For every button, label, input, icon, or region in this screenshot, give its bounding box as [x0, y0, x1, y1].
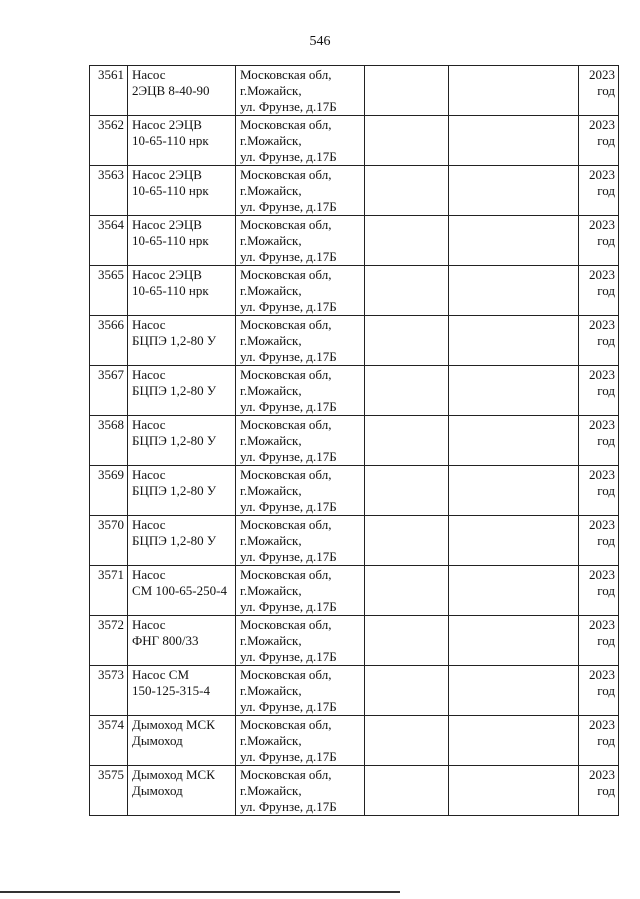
address-line: Московская обл,: [240, 167, 332, 182]
year-cell: [579, 416, 619, 466]
empty-cell: [365, 366, 449, 416]
address-line: Московская обл,: [240, 567, 332, 582]
item-name-cell: [128, 716, 236, 766]
empty-cell: [365, 416, 449, 466]
empty-cell: [365, 466, 449, 516]
bottom-rule: [0, 891, 400, 893]
empty-cell: [365, 266, 449, 316]
item-name-line: Насос: [132, 367, 166, 382]
year-line: год: [597, 733, 615, 748]
item-name-cell: [128, 116, 236, 166]
empty-cell: [365, 216, 449, 266]
row-number: 3575: [90, 766, 128, 816]
item-name-line: Насос СМ: [132, 667, 190, 682]
empty-cell: [449, 766, 579, 816]
item-name-line: Насос 2ЭЦВ: [132, 267, 202, 282]
page-number: 546: [309, 34, 331, 49]
address-line: Московская обл,: [240, 417, 332, 432]
address-line: г.Можайск,: [240, 233, 302, 248]
address-cell: [236, 166, 365, 216]
year-line: год: [597, 333, 615, 348]
year-line: 2023: [589, 417, 615, 432]
item-name-line: 10-65-110 нрк: [132, 283, 209, 298]
empty-cell: [365, 566, 449, 616]
year-line: 2023: [589, 567, 615, 582]
year-cell: [579, 716, 619, 766]
address-line: Московская обл,: [240, 117, 332, 132]
year-line: 2023: [589, 517, 615, 532]
address-line: г.Можайск,: [240, 133, 302, 148]
item-name-line: ФНГ 800/33: [132, 633, 199, 648]
row-number: 3569: [90, 466, 128, 516]
empty-cell: [449, 716, 579, 766]
address-line: г.Можайск,: [240, 283, 302, 298]
address-line: Московская обл,: [240, 717, 332, 732]
empty-cell: [449, 166, 579, 216]
year-line: год: [597, 483, 615, 498]
item-name-line: 150-125-315-4: [132, 683, 210, 698]
item-name-line: СМ 100-65-250-4: [132, 583, 227, 598]
empty-cell: [449, 566, 579, 616]
address-line: Московская обл,: [240, 767, 332, 782]
address-line: Московская обл,: [240, 367, 332, 382]
year-cell: [579, 216, 619, 266]
item-name-cell: [128, 266, 236, 316]
address-cell: [236, 216, 365, 266]
address-cell: [236, 466, 365, 516]
row-number: 3566: [90, 316, 128, 366]
year-line: год: [597, 83, 615, 98]
address-line: ул. Фрунзе, д.17Б: [240, 549, 337, 564]
item-name-line: Насос: [132, 517, 166, 532]
table-row: [90, 466, 619, 516]
year-line: год: [597, 433, 615, 448]
year-line: 2023: [589, 767, 615, 782]
address-cell: [236, 316, 365, 366]
empty-cell: [449, 66, 579, 116]
empty-cell: [365, 166, 449, 216]
item-name-cell: [128, 366, 236, 416]
address-cell: [236, 416, 365, 466]
empty-cell: [449, 216, 579, 266]
empty-cell: [449, 666, 579, 716]
address-line: ул. Фрунзе, д.17Б: [240, 599, 337, 614]
year-line: год: [597, 133, 615, 148]
year-cell: [579, 516, 619, 566]
year-line: 2023: [589, 117, 615, 132]
table-row: [90, 116, 619, 166]
item-name-line: Дымоход: [132, 783, 183, 798]
empty-cell: [449, 116, 579, 166]
empty-cell: [365, 316, 449, 366]
address-cell: [236, 516, 365, 566]
address-line: ул. Фрунзе, д.17Б: [240, 649, 337, 664]
address-line: Московская обл,: [240, 667, 332, 682]
row-number: 3571: [90, 566, 128, 616]
year-cell: [579, 66, 619, 116]
empty-cell: [365, 616, 449, 666]
year-line: год: [597, 233, 615, 248]
address-cell: [236, 116, 365, 166]
item-name-cell: [128, 66, 236, 116]
empty-cell: [365, 516, 449, 566]
item-name-line: Дымоход МСК: [132, 717, 215, 732]
item-name-line: БЦПЭ 1,2-80 У: [132, 333, 217, 348]
item-name-cell: [128, 466, 236, 516]
empty-cell: [449, 466, 579, 516]
address-line: ул. Фрунзе, д.17Б: [240, 449, 337, 464]
row-number: 3572: [90, 616, 128, 666]
item-name-line: 10-65-110 нрк: [132, 183, 209, 198]
address-line: Московская обл,: [240, 317, 332, 332]
item-name-line: Насос: [132, 417, 166, 432]
address-cell: [236, 566, 365, 616]
address-line: г.Можайск,: [240, 433, 302, 448]
inventory-table: [89, 65, 619, 816]
item-name-line: Насос 2ЭЦВ: [132, 167, 202, 182]
year-line: год: [597, 633, 615, 648]
address-cell: [236, 716, 365, 766]
address-line: ул. Фрунзе, д.17Б: [240, 799, 337, 814]
year-cell: [579, 116, 619, 166]
address-line: ул. Фрунзе, д.17Б: [240, 99, 337, 114]
empty-cell: [449, 316, 579, 366]
row-number: 3567: [90, 366, 128, 416]
empty-cell: [449, 266, 579, 316]
address-cell: [236, 366, 365, 416]
address-line: ул. Фрунзе, д.17Б: [240, 299, 337, 314]
table-row: [90, 516, 619, 566]
empty-cell: [449, 366, 579, 416]
empty-cell: [365, 716, 449, 766]
year-cell: [579, 316, 619, 366]
table-row: [90, 566, 619, 616]
item-name-line: Насос: [132, 67, 166, 82]
item-name-line: 10-65-110 нрк: [132, 133, 209, 148]
address-line: г.Можайск,: [240, 383, 302, 398]
year-line: 2023: [589, 617, 615, 632]
year-line: 2023: [589, 267, 615, 282]
address-line: ул. Фрунзе, д.17Б: [240, 699, 337, 714]
table-row: [90, 716, 619, 766]
row-number: 3565: [90, 266, 128, 316]
empty-cell: [449, 516, 579, 566]
item-name-line: 2ЭЦВ 8-40-90: [132, 83, 210, 98]
year-line: 2023: [589, 367, 615, 382]
year-line: год: [597, 683, 615, 698]
item-name-line: Насос: [132, 467, 166, 482]
item-name-cell: [128, 516, 236, 566]
table-row: [90, 766, 619, 816]
item-name-line: 10-65-110 нрк: [132, 233, 209, 248]
year-line: 2023: [589, 317, 615, 332]
year-cell: [579, 616, 619, 666]
address-line: г.Можайск,: [240, 83, 302, 98]
item-name-cell: [128, 766, 236, 816]
address-line: г.Можайск,: [240, 633, 302, 648]
table-row: [90, 166, 619, 216]
row-number: 3573: [90, 666, 128, 716]
item-name-line: БЦПЭ 1,2-80 У: [132, 383, 217, 398]
year-line: 2023: [589, 717, 615, 732]
address-line: г.Можайск,: [240, 483, 302, 498]
address-line: Московская обл,: [240, 517, 332, 532]
address-line: г.Можайск,: [240, 533, 302, 548]
address-line: ул. Фрунзе, д.17Б: [240, 399, 337, 414]
address-line: ул. Фрунзе, д.17Б: [240, 749, 337, 764]
address-line: г.Можайск,: [240, 733, 302, 748]
item-name-cell: [128, 416, 236, 466]
year-line: год: [597, 383, 615, 398]
year-line: 2023: [589, 467, 615, 482]
item-name-cell: [128, 166, 236, 216]
year-cell: [579, 266, 619, 316]
year-line: год: [597, 783, 615, 798]
table-body: [90, 66, 619, 816]
address-cell: [236, 616, 365, 666]
item-name-line: Насос: [132, 567, 166, 582]
year-line: 2023: [589, 67, 615, 82]
address-line: ул. Фрунзе, д.17Б: [240, 199, 337, 214]
address-line: г.Можайск,: [240, 683, 302, 698]
item-name-line: Насос: [132, 617, 166, 632]
empty-cell: [365, 116, 449, 166]
item-name-line: Дымоход: [132, 733, 183, 748]
year-cell: [579, 666, 619, 716]
address-line: Московская обл,: [240, 267, 332, 282]
address-cell: [236, 66, 365, 116]
address-line: Московская обл,: [240, 467, 332, 482]
address-line: г.Можайск,: [240, 583, 302, 598]
item-name-cell: [128, 316, 236, 366]
year-cell: [579, 466, 619, 516]
item-name-line: Дымоход МСК: [132, 767, 215, 782]
row-number: 3570: [90, 516, 128, 566]
item-name-line: БЦПЭ 1,2-80 У: [132, 533, 217, 548]
address-line: Московская обл,: [240, 217, 332, 232]
address-line: г.Можайск,: [240, 333, 302, 348]
table-row: [90, 416, 619, 466]
item-name-line: Насос 2ЭЦВ: [132, 117, 202, 132]
address-line: ул. Фрунзе, д.17Б: [240, 499, 337, 514]
empty-cell: [365, 766, 449, 816]
address-line: г.Можайск,: [240, 183, 302, 198]
year-cell: [579, 366, 619, 416]
year-line: год: [597, 283, 615, 298]
year-line: год: [597, 183, 615, 198]
table-row: [90, 316, 619, 366]
row-number: 3574: [90, 716, 128, 766]
empty-cell: [365, 66, 449, 116]
table-row: [90, 366, 619, 416]
empty-cell: [365, 666, 449, 716]
item-name-cell: [128, 216, 236, 266]
row-number: 3564: [90, 216, 128, 266]
empty-cell: [449, 416, 579, 466]
item-name-cell: [128, 666, 236, 716]
year-line: 2023: [589, 667, 615, 682]
table-row: [90, 666, 619, 716]
table-row: [90, 616, 619, 666]
address-cell: [236, 266, 365, 316]
address-line: Московская обл,: [240, 617, 332, 632]
row-number: 3561: [90, 66, 128, 116]
address-cell: [236, 766, 365, 816]
year-cell: [579, 566, 619, 616]
empty-cell: [449, 616, 579, 666]
year-line: 2023: [589, 167, 615, 182]
address-line: ул. Фрунзе, д.17Б: [240, 349, 337, 364]
item-name-cell: [128, 616, 236, 666]
address-cell: [236, 666, 365, 716]
item-name-line: Насос 2ЭЦВ: [132, 217, 202, 232]
table-row: [90, 266, 619, 316]
address-line: ул. Фрунзе, д.17Б: [240, 149, 337, 164]
row-number: 3563: [90, 166, 128, 216]
address-line: Московская обл,: [240, 67, 332, 82]
item-name-line: БЦПЭ 1,2-80 У: [132, 483, 217, 498]
item-name-line: Насос: [132, 317, 166, 332]
year-cell: [579, 166, 619, 216]
table-row: [90, 216, 619, 266]
year-cell: [579, 766, 619, 816]
row-number: 3568: [90, 416, 128, 466]
item-name-line: БЦПЭ 1,2-80 У: [132, 433, 217, 448]
year-line: 2023: [589, 217, 615, 232]
address-line: г.Можайск,: [240, 783, 302, 798]
table-row: [90, 66, 619, 116]
row-number: 3562: [90, 116, 128, 166]
year-line: год: [597, 583, 615, 598]
address-line: ул. Фрунзе, д.17Б: [240, 249, 337, 264]
year-line: год: [597, 533, 615, 548]
item-name-cell: [128, 566, 236, 616]
